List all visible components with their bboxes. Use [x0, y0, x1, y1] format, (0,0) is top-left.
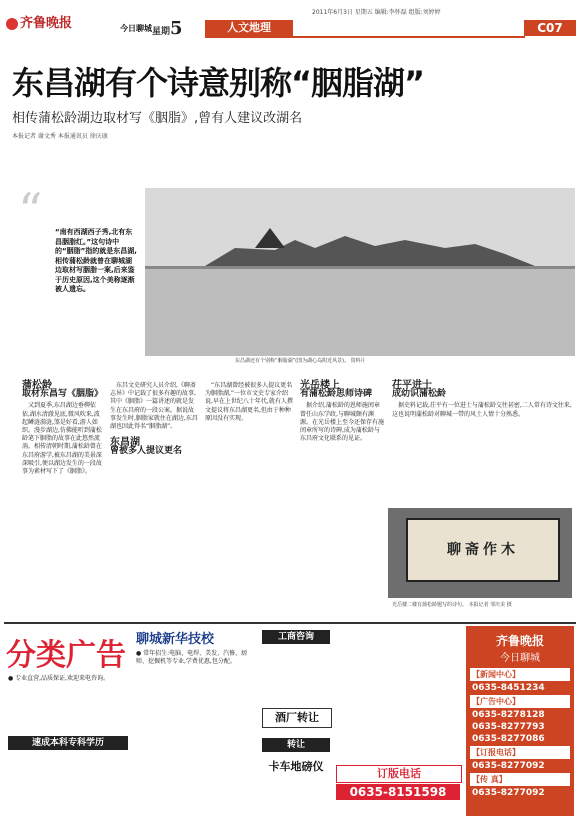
- photo-caption: 东昌湖还有个别称“胭脂湖”(图为湖心岛附近风景)。 资料片: [235, 358, 366, 364]
- column-3: [205, 382, 293, 423]
- ad-school-title: 聊城新华技校: [136, 632, 215, 647]
- section-1-title: 蒲松龄: [22, 380, 52, 391]
- header-rule: [205, 36, 525, 38]
- contacts-subbrand: 今日聊城: [500, 653, 540, 664]
- section-1-text: 又到夏季,东昌湖边垂柳依依,湖水清澈见底,微风吹来,波起鳞涟漪涟,煞是好看,游人如织。漫步湖边,仿佛能听到蒲松龄笔下胭脂的故事在此悠然流淌。相传清朝时期,蒲松龄曾在东昌府游学,被东昌湖的美景深深吸引,便以湖边发生的一段故事为素材写下了《胭脂》。: [22, 402, 102, 476]
- ad-left-text: ● 专业直营,品质保证,欢迎来电咨询。: [8, 675, 109, 682]
- photo-2-caption: 光岳楼二楼有蒲松龄题写的诗句。 本报记者 邹庆美 摄: [392, 602, 512, 608]
- contact-row: 【广告中心】 0635-8278128 0635-8277793 0635-8277086: [466, 695, 574, 744]
- ad-subscribe-title: 订版电话: [336, 765, 462, 783]
- ad-scale: 卡车地磅仪: [262, 758, 330, 776]
- lake-photo: [145, 188, 575, 356]
- column-5: [392, 382, 572, 419]
- tablet-sign: 聊斋作木: [406, 518, 560, 582]
- page-number: C07: [524, 20, 576, 36]
- column-2: [110, 382, 198, 456]
- sun-logo-icon: [6, 18, 18, 30]
- section-3-subtitle: 有蒲松龄思师诗碑: [300, 389, 373, 400]
- section-1-subtitle: 取材东昌写《胭脂》: [22, 389, 104, 400]
- section-3-title: 光岳楼上: [300, 380, 340, 391]
- headline: 东昌湖有个诗意别称“胭脂湖”: [12, 64, 425, 102]
- lake-island-illustration: [145, 188, 575, 356]
- edition-label: 今日聊城: [120, 24, 152, 33]
- ad-subscribe-phone: 0635-8151598: [336, 784, 460, 800]
- ad-winery: 酒厂转让: [262, 708, 332, 728]
- column-4: [300, 382, 384, 443]
- section-1: [22, 382, 102, 476]
- ad-consult: 工商咨询: [262, 630, 330, 644]
- column-2-text: 东昌文史研究人员介绍,《聊斋志异》中记载了很多有趣的故事,其中《胭脂》一篇讲述的就是发生在东昌府的一段公案。据说故事发生时,胭脂家就住在湖边,东昌湖也因此得名“胭脂湖”。: [110, 382, 198, 431]
- page-header: [0, 0, 580, 40]
- newspaper-logo: 齐鲁晚报: [6, 12, 72, 31]
- lead-quote: “南有西湖西子秀,北有东昌胭脂红。”这句诗中的“胭脂”指的就是东昌湖,相传蒲松龄就曾在聊城湖边取材写胭脂一案,后来鉴于历史原因,这个美称逐渐被人遗忘。: [55, 228, 137, 293]
- contacts-brand: 齐鲁晚报: [495, 634, 544, 648]
- weekday-badge: 星期5: [152, 18, 183, 39]
- section-2-subtitle: 曾被多人提议更名: [110, 446, 183, 457]
- column-3-text: “东昌湖曾经被很多人提议更名为胭脂湖,”一位市文史专家介绍说,早在上世纪八十年代,就有人撰文提议将东昌湖更名,但由于种种原因没有实现。: [205, 382, 293, 422]
- section-4-subtitle: 成幼识蒲松龄: [392, 389, 447, 400]
- quote-mark-icon: “: [18, 183, 43, 239]
- contact-row: 【订报电话】 0635-8277092: [466, 746, 574, 771]
- ad-degree: 速成本科专科学历: [8, 736, 128, 750]
- contacts-box: [466, 626, 574, 816]
- section-2-title: 东昌湖: [110, 437, 140, 449]
- column-5-text: 据史料记载,茌平有一位进士与蒲松龄交往甚密,二人常有诗文往来,这也说明蒲松龄对聊城一带的风土人情十分熟悉。: [392, 402, 572, 418]
- poem-tablet-photo: [388, 508, 572, 598]
- column-4-text: 据介绍,蒲松龄的恩师施闰章曾任山东学政,与聊城颇有渊源。在光岳楼上至今还保存有施闰章所写的诗碑,成为蒲松龄与东昌府文化联系的见证。: [300, 402, 385, 443]
- classified-title: 分类广告: [6, 638, 126, 673]
- subheadline: 相传蒲松龄湖边取材写《胭脂》,曾有人建议改湖名: [12, 111, 303, 126]
- ad-school-text: ● 常年招生:电脑、电焊、美发、汽修、厨师、挖掘机等专业,学费优惠,包分配。: [136, 650, 248, 665]
- issue-meta: 2011年6月3日 星期五 编辑:李怀磊 组版:刘婷婷: [312, 9, 441, 16]
- contact-row: 【传 真】 0635-8277092: [466, 773, 574, 798]
- ad-transfer: 转让: [262, 738, 330, 752]
- contact-row: 【新闻中心】 0635-8451234: [466, 668, 574, 693]
- section-4-title: 茌平进士: [392, 380, 432, 391]
- section-title: 人文地理: [205, 20, 293, 36]
- byline: 本报记者 谢文秀 本报通讯员 徐庆康: [12, 133, 108, 140]
